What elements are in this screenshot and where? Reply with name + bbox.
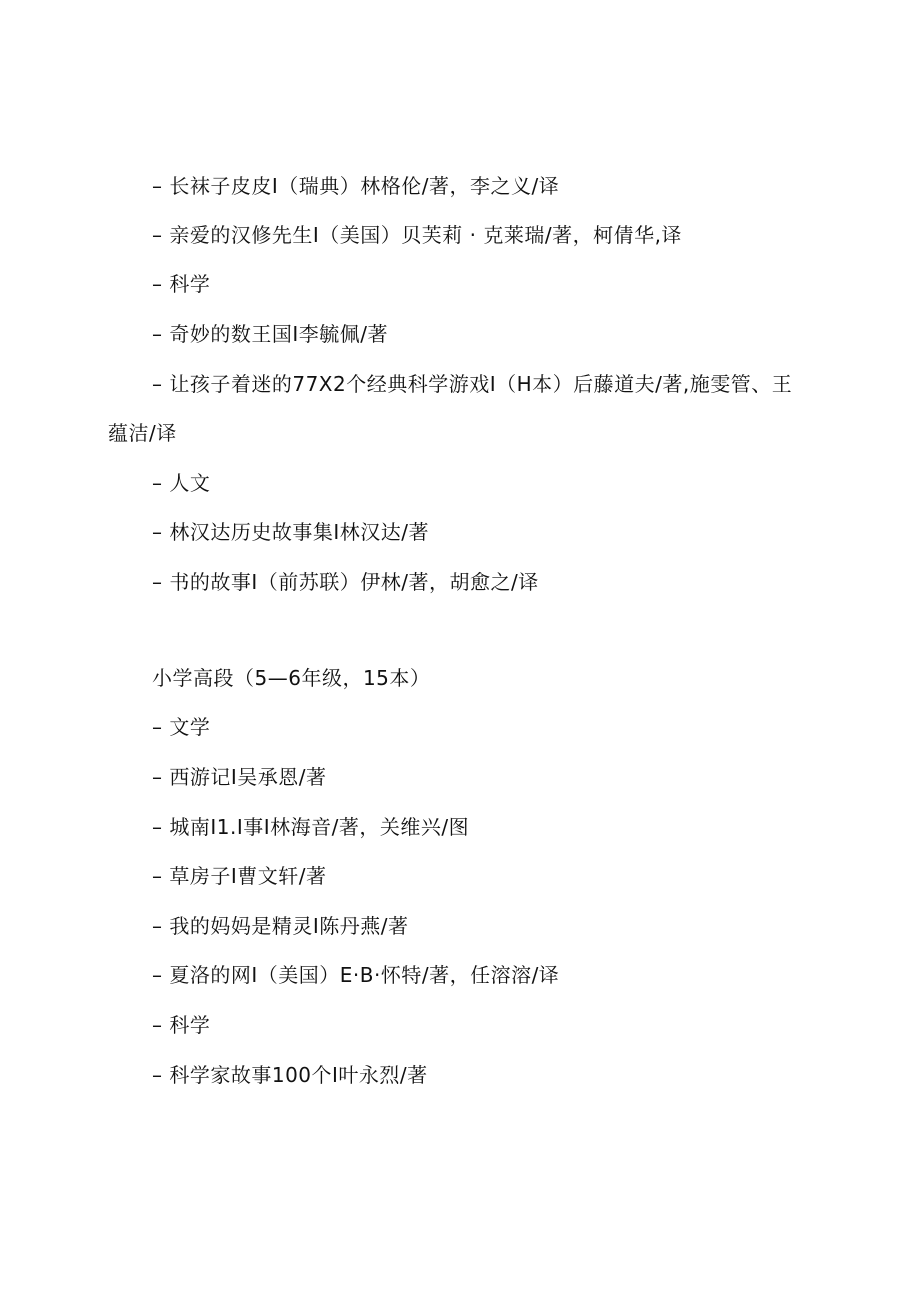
category-heading: – 科学 bbox=[152, 272, 211, 296]
book-item: – 亲爱的汉修先生I（美国）贝芙莉 · 克莱瑞/著，柯倩华,译 bbox=[152, 223, 682, 247]
book-item: – 城南I1.I事I林海音/著，关维兴/图 bbox=[152, 815, 470, 839]
section-heading: 小学高段（5—6年级，15本） bbox=[152, 666, 431, 690]
category-heading: – 科学 bbox=[152, 1013, 211, 1037]
book-item: – 西游记I吴承恩/著 bbox=[152, 765, 327, 789]
book-item: – 我的妈妈是精灵I陈丹燕/著 bbox=[152, 914, 409, 938]
book-item: – 让孩子着迷的77X2个经典科学游戏I（H本）后藤道夫/著,施雯管、王 bbox=[152, 372, 793, 396]
book-item: – 草房子I曹文轩/著 bbox=[152, 864, 327, 888]
book-item: – 夏洛的网I（美国）E·B·怀特/著，任溶溶/译 bbox=[152, 963, 560, 987]
book-item: – 科学家故事100个I叶永烈/著 bbox=[152, 1063, 428, 1087]
book-item: – 长袜子皮皮I（瑞典）林格伦/著，李之义/译 bbox=[152, 174, 560, 198]
book-item: – 书的故事I（前苏联）伊林/著，胡愈之/译 bbox=[152, 570, 539, 594]
book-item: – 林汉达历史故事集I林汉达/著 bbox=[152, 520, 429, 544]
category-heading: – 人文 bbox=[152, 471, 211, 495]
book-item-continuation: 蕴洁/译 bbox=[108, 421, 177, 445]
category-heading: – 文学 bbox=[152, 715, 211, 739]
book-item: – 奇妙的数王国I李毓佩/著 bbox=[152, 322, 388, 346]
